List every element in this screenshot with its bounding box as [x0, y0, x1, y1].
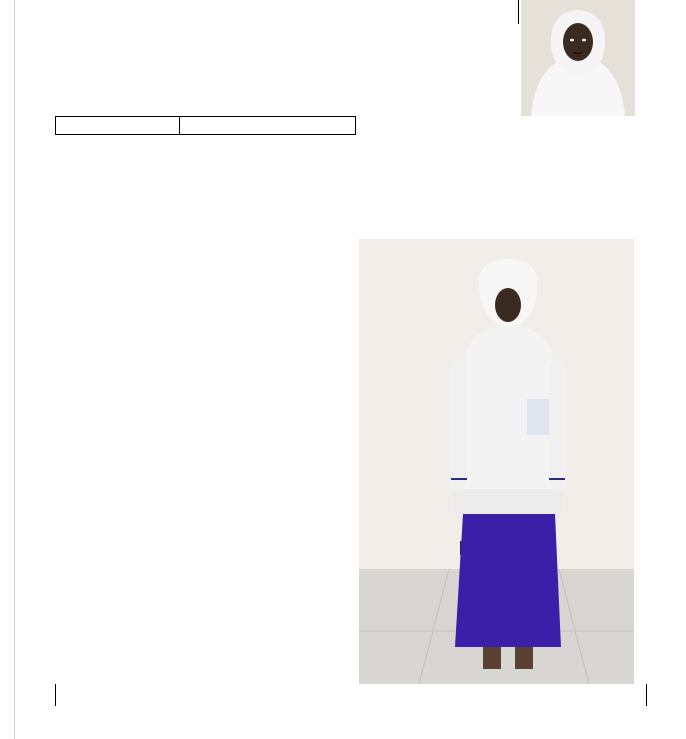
phone-row [55, 116, 356, 135]
applicant-fullbody-photo [359, 239, 634, 684]
page-margin-line [14, 0, 15, 739]
languages-section-header [55, 360, 356, 380]
details-section-header [55, 135, 356, 156]
skills-section-header [55, 519, 356, 538]
phone-divider [179, 117, 180, 134]
work-section-header [55, 456, 356, 475]
applicant-headshot-photo [521, 0, 635, 116]
remarks-row [55, 684, 647, 706]
header-band [55, 0, 519, 24]
passport-section-header [356, 135, 645, 156]
